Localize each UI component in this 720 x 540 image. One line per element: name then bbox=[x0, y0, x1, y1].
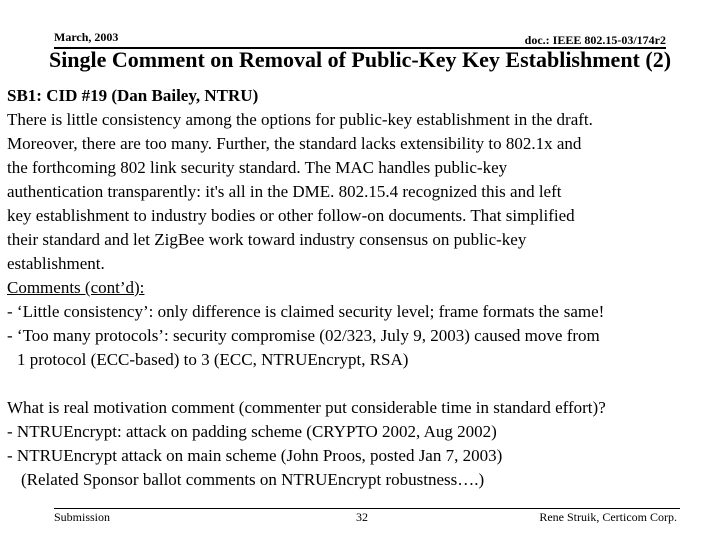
footer-author: Rene Struik, Certicom Corp. bbox=[539, 510, 677, 524]
paragraph-line: establishment. bbox=[7, 254, 105, 273]
footer-page-number: 32 bbox=[356, 510, 368, 524]
header-date: March, 2003 bbox=[54, 30, 119, 44]
paragraph-line: There is little consistency among the options for public-key establishment in the draft. bbox=[7, 110, 593, 129]
comment-item: - ‘Little consistency’: only difference is claimed security level; frame formats the same! bbox=[7, 302, 605, 321]
slide-body bbox=[7, 84, 717, 492]
comments-heading: Comments (cont’d): bbox=[7, 278, 145, 297]
comment-heading: SB1: CID #19 (Dan Bailey, NTRU) bbox=[7, 86, 259, 105]
paragraph-line: their standard and let ZigBee work toward industry consensus on public-key bbox=[7, 230, 527, 249]
slide-title: Single Comment on Removal of Public-Key Key Establishment (2) bbox=[48, 47, 672, 72]
point-item: - NTRUEncrypt attack on main scheme (John Proos, posted Jan 7, 2003) bbox=[7, 446, 503, 465]
header-doc-id: doc.: IEEE 802.15-03/174r2 bbox=[524, 33, 666, 47]
motivation-question: What is real motivation comment (commenter put considerable time in standard effort)? bbox=[7, 398, 606, 417]
spacer bbox=[7, 372, 717, 396]
comment-item: - ‘Too many protocols’: security compromise (02/323, July 9, 2003) caused move from bbox=[7, 326, 600, 345]
footer-submission: Submission bbox=[54, 510, 111, 524]
paragraph-line: key establishment to industry bodies or other follow-on documents. That simplified bbox=[7, 206, 575, 225]
comment-item: 1 protocol (ECC-based) to 3 (ECC, NTRUEncrypt, RSA) bbox=[17, 350, 409, 369]
paragraph-line: the forthcoming 802 link security standard. The MAC handles public-key bbox=[7, 158, 508, 177]
comment-paragraph bbox=[7, 108, 717, 276]
points-list bbox=[7, 420, 717, 492]
point-item: (Related Sponsor ballot comments on NTRUEncrypt robustness….) bbox=[21, 470, 485, 489]
paragraph-line: authentication transparently: it's all in the DME. 802.15.4 recognized this and left bbox=[7, 182, 562, 201]
paragraph-line: Moreover, there are too many. Further, the standard lacks extensibility to 802.1x and bbox=[7, 134, 582, 153]
point-item: - NTRUEncrypt: attack on padding scheme (CRYPTO 2002, Aug 2002) bbox=[7, 422, 497, 441]
comments-list bbox=[7, 300, 717, 372]
footer-divider bbox=[54, 508, 680, 509]
